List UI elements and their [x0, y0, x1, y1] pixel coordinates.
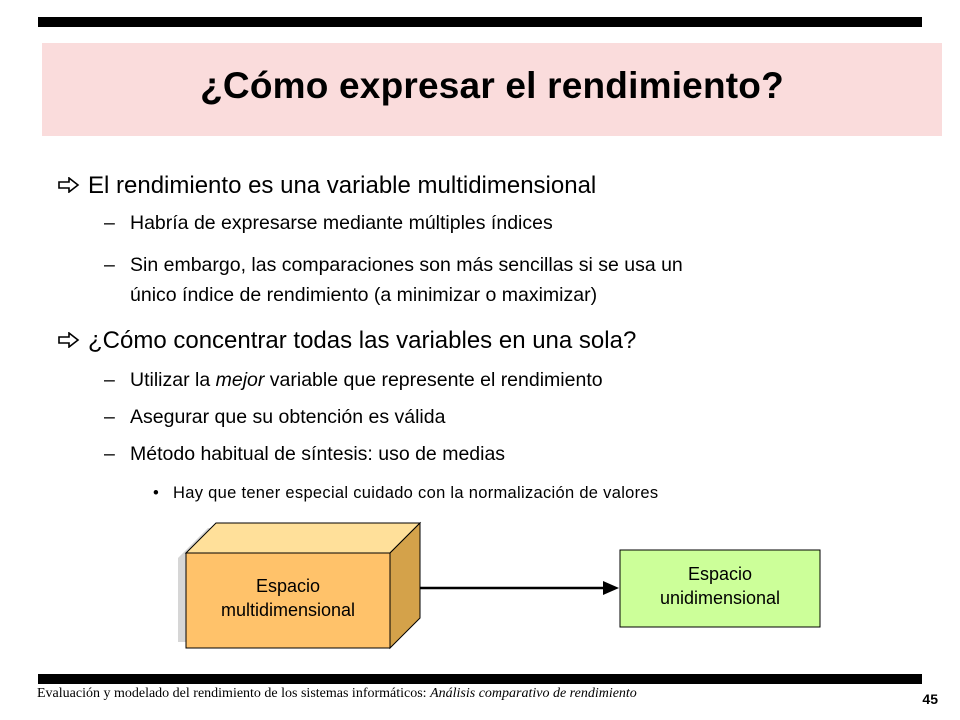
subbullet-text: Asegurar que su obtención es válida [130, 406, 446, 428]
bottom-rule [38, 674, 922, 684]
subbullet-text-after: variable que represente el rendimiento [264, 369, 603, 391]
box-label-line1: Espacio [687, 564, 753, 584]
bullet-text: ¿Cómo concentrar todas las variables en una sola? [88, 327, 637, 354]
subbullet-emphasis: mejor [215, 369, 265, 391]
subbullet-text-before: Utilizar la [130, 369, 216, 391]
dash-marker: – [104, 369, 115, 391]
subbullet-text: Método habitual de síntesis: uso de medias [130, 443, 506, 465]
dash-marker: – [104, 212, 115, 234]
slide-title: ¿Cómo expresar el rendimiento? [200, 65, 784, 106]
transform-arrow-head [603, 581, 619, 595]
box-top-face [186, 523, 420, 553]
box-label-line2: multidimensional [220, 600, 356, 620]
page-number: 45 [922, 691, 938, 707]
box-label-line1: Espacio [255, 576, 321, 596]
dash-marker: – [104, 406, 115, 428]
box-label-line2: unidimensional [659, 588, 781, 608]
dash-marker: – [104, 443, 115, 465]
box-multidimensional-label [186, 574, 390, 622]
dash-marker: – [104, 254, 115, 276]
box-unidimensional-label [620, 562, 820, 610]
footer-course: Evaluación y modelado del rendimiento de los sistemas informáticos: [37, 686, 431, 701]
bullet-dot: • [153, 484, 160, 502]
footer-topic: Análisis comparativo de rendimiento [430, 686, 637, 701]
subbullet-text: Habría de expresarse mediante múltiples índices [130, 212, 553, 234]
footer-text [37, 686, 637, 702]
sub-subbullet-text: Hay que tener especial cuidado con la normalización de valores [173, 484, 659, 502]
subbullet-text: Sin embargo, las comparaciones son más sencillas si se usa un [130, 254, 683, 276]
bullet-text: El rendimiento es una variable multidimensional [88, 172, 597, 199]
subbullet-comparaciones-cont: único índice de rendimiento (a minimizar o maximizar) [130, 284, 598, 306]
